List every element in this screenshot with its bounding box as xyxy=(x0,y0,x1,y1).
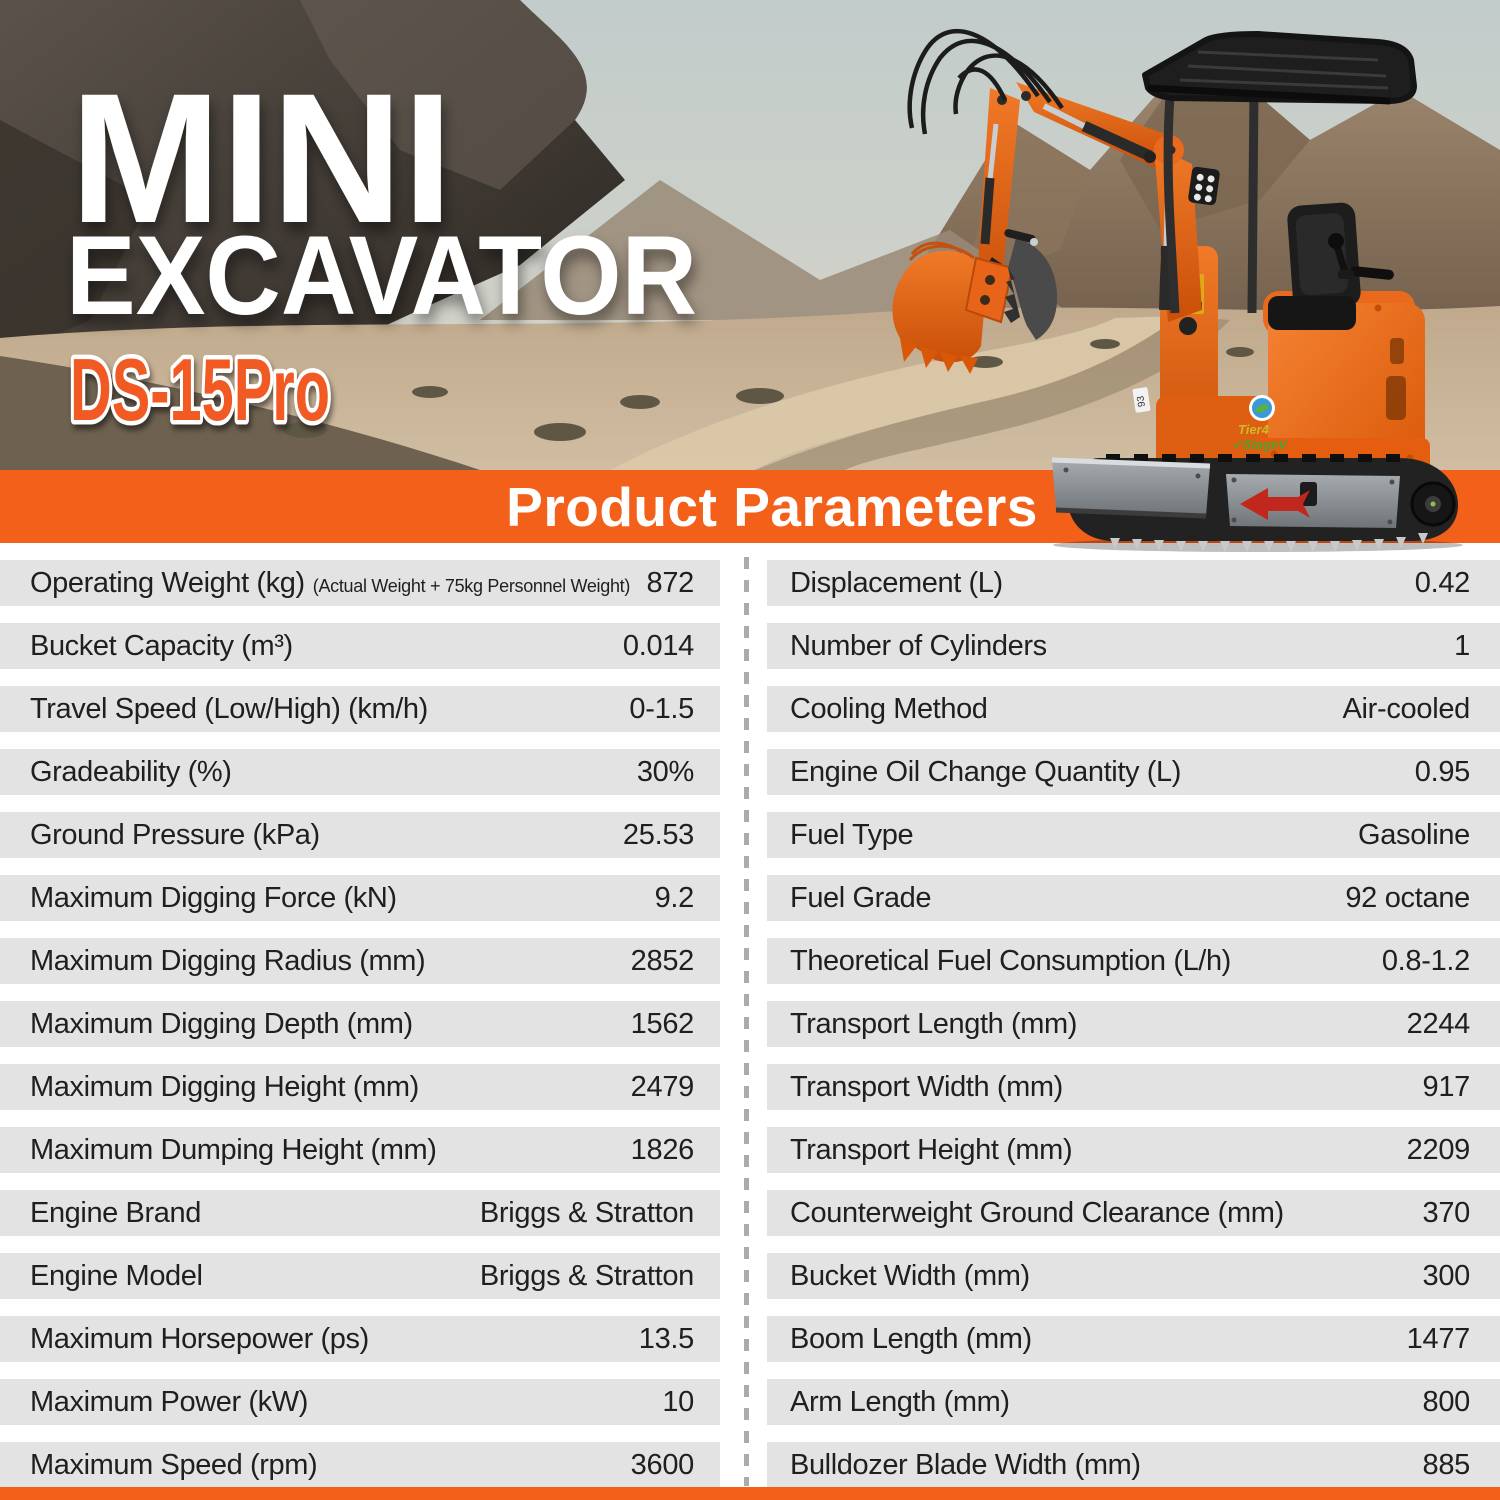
spec-label-cell xyxy=(790,756,1181,789)
spec-value: Air-cooled xyxy=(1342,692,1470,725)
hero-title-line2: EXCAVATOR xyxy=(66,213,697,338)
spec-label-cell xyxy=(30,882,397,915)
spec-label-cell xyxy=(790,693,988,726)
spec-value: 1826 xyxy=(630,1133,694,1166)
spec-value: 300 xyxy=(1422,1259,1470,1292)
spec-value: 92 octane xyxy=(1345,881,1470,914)
spec-value: 885 xyxy=(1422,1448,1470,1481)
spec-row xyxy=(767,1379,1500,1425)
spec-row xyxy=(0,1253,720,1299)
spec-label: Transport Length (mm) xyxy=(790,1007,1078,1040)
spec-label: Maximum Dumping Height (mm) xyxy=(30,1133,437,1166)
spec-label-cell xyxy=(790,1008,1077,1041)
spec-label: Gradeability (%) xyxy=(30,755,232,788)
spec-row xyxy=(767,1190,1500,1236)
spec-row xyxy=(767,812,1500,858)
excavator-bucket xyxy=(892,243,1012,374)
spec-column-right xyxy=(767,560,1500,1488)
spec-value: 872 xyxy=(646,566,694,599)
hero-title-line1: MINI xyxy=(70,56,453,262)
banner-title: Product Parameters xyxy=(506,475,1038,538)
spec-row xyxy=(0,623,720,669)
spec-row xyxy=(767,1316,1500,1362)
spec-row xyxy=(0,560,720,606)
spec-label-cell xyxy=(30,945,425,978)
spec-value: 800 xyxy=(1422,1385,1470,1418)
spec-label: Maximum Speed (rpm) xyxy=(30,1448,318,1481)
column-divider xyxy=(744,557,749,1486)
spec-label-cell xyxy=(30,1323,369,1356)
spec-row xyxy=(767,1253,1500,1299)
spec-value: 1477 xyxy=(1406,1322,1470,1355)
spec-row xyxy=(0,875,720,921)
spec-value: 1562 xyxy=(630,1007,694,1040)
spec-value: 9.2 xyxy=(654,881,694,914)
spec-label-cell xyxy=(790,1134,1072,1167)
svg-text:93: 93 xyxy=(1135,395,1148,408)
eco-logo xyxy=(1249,395,1275,421)
bottom-accent-strip xyxy=(0,1487,1500,1500)
spec-row xyxy=(767,623,1500,669)
spec-value: Gasoline xyxy=(1357,818,1470,851)
spec-row xyxy=(767,1001,1500,1047)
spec-label-cell xyxy=(790,1260,1030,1293)
spec-label: Counterweight Ground Clearance (mm) xyxy=(790,1196,1284,1229)
spec-label-cell xyxy=(30,1008,413,1041)
spec-label: Arm Length (mm) xyxy=(790,1385,1010,1418)
spec-value: 0.42 xyxy=(1414,566,1470,599)
spec-label-cell xyxy=(30,1260,203,1293)
spec-label-cell xyxy=(790,1323,1032,1356)
hero-text xyxy=(0,0,780,470)
spec-label: Boom Length (mm) xyxy=(790,1322,1032,1355)
spec-label: Engine Oil Change Quantity (L) xyxy=(790,755,1181,788)
spec-label: Bucket Width (mm) xyxy=(790,1259,1030,1292)
spec-note: (Actual Weight + 75kg Personnel Weight) xyxy=(312,575,631,596)
spec-column-left xyxy=(0,560,720,1488)
stage-decal: ✓StageV xyxy=(1232,437,1287,452)
spec-label: Engine Brand xyxy=(30,1196,201,1229)
spec-value: 2244 xyxy=(1406,1007,1470,1040)
spec-row xyxy=(767,686,1500,732)
spec-label: Displacement (L) xyxy=(790,566,1003,599)
spec-row xyxy=(767,1064,1500,1110)
spec-label: Fuel Grade xyxy=(790,881,932,914)
spec-label: Engine Model xyxy=(30,1259,203,1292)
spec-label-cell xyxy=(790,1071,1063,1104)
spec-value: 13.5 xyxy=(638,1322,694,1355)
spec-label: Bucket Capacity (m³) xyxy=(30,629,293,662)
spec-row xyxy=(0,1316,720,1362)
spec-label-cell xyxy=(30,1134,437,1167)
spec-row xyxy=(0,1001,720,1047)
spec-value: 30% xyxy=(636,755,694,788)
spec-row xyxy=(0,938,720,984)
spec-row xyxy=(0,1127,720,1173)
spec-label: Maximum Digging Depth (mm) xyxy=(30,1007,413,1040)
spec-row xyxy=(0,1190,720,1236)
spec-label: Number of Cylinders xyxy=(790,629,1047,662)
spec-label-cell xyxy=(790,1449,1141,1482)
spec-label: Maximum Digging Height (mm) xyxy=(30,1070,419,1103)
spec-label-cell xyxy=(30,1071,419,1104)
thumb-attachment xyxy=(1004,228,1058,340)
spec-row xyxy=(0,812,720,858)
spec-label: Transport Height (mm) xyxy=(790,1133,1073,1166)
spec-label: Operating Weight (kg) xyxy=(30,566,305,599)
spec-label-cell xyxy=(30,567,630,600)
spec-label: Maximum Power (kW) xyxy=(30,1385,308,1418)
noise-label xyxy=(1132,387,1150,413)
canopy-rear-pole xyxy=(1252,88,1254,313)
spec-label-cell xyxy=(790,1197,1284,1230)
spec-label-cell xyxy=(30,819,320,852)
spec-value: 2852 xyxy=(630,944,694,977)
spec-row xyxy=(767,1127,1500,1173)
spec-row xyxy=(767,875,1500,921)
spec-value: Briggs & Stratton xyxy=(479,1196,694,1229)
spec-label-cell xyxy=(790,1386,1010,1419)
excavator-illustration xyxy=(838,8,1486,553)
work-light xyxy=(1188,166,1221,206)
undercarriage xyxy=(1052,454,1458,552)
spec-row xyxy=(767,938,1500,984)
spec-label-cell xyxy=(30,1386,308,1419)
spec-value: 2479 xyxy=(630,1070,694,1103)
spec-label-cell xyxy=(30,1449,317,1482)
spec-row xyxy=(0,1379,720,1425)
spec-label: Maximum Horsepower (ps) xyxy=(30,1322,369,1355)
spec-label-cell xyxy=(790,945,1231,978)
spec-label: Theoretical Fuel Consumption (L/h) xyxy=(790,944,1231,977)
spec-label-cell xyxy=(790,630,1047,663)
spec-label: Bulldozer Blade Width (mm) xyxy=(790,1448,1141,1481)
spec-label-cell xyxy=(30,693,428,726)
spec-value: 3600 xyxy=(630,1448,694,1481)
spec-row xyxy=(0,1064,720,1110)
idler-wheel xyxy=(1412,483,1454,525)
spec-label-cell xyxy=(30,756,232,789)
spec-label: Travel Speed (Low/High) (km/h) xyxy=(30,692,428,725)
spec-row xyxy=(0,686,720,732)
spec-row xyxy=(767,1442,1500,1488)
spec-value: 25.53 xyxy=(622,818,694,851)
spec-label: Maximum Digging Force (kN) xyxy=(30,881,397,914)
spec-label: Maximum Digging Radius (mm) xyxy=(30,944,426,977)
spec-label: Fuel Type xyxy=(790,818,914,851)
spec-value: 0.8-1.2 xyxy=(1381,944,1470,977)
spec-value: 0.014 xyxy=(622,629,694,662)
spec-value: 917 xyxy=(1422,1070,1470,1103)
tier-decal: Tier4 xyxy=(1238,422,1269,437)
spec-label: Transport Width (mm) xyxy=(790,1070,1063,1103)
spec-label-cell xyxy=(790,567,1003,600)
spec-label: Ground Pressure (kPa) xyxy=(30,818,320,851)
spec-row xyxy=(767,749,1500,795)
hero-model-name: DS-15Pro xyxy=(70,340,330,439)
dozer-blade xyxy=(1052,460,1210,516)
spec-label-cell xyxy=(790,819,913,852)
spec-value: 370 xyxy=(1422,1196,1470,1229)
spec-value: 0-1.5 xyxy=(629,692,694,725)
spec-row xyxy=(0,1442,720,1488)
hydraulic-hoses xyxy=(910,31,1062,134)
spec-value: Briggs & Stratton xyxy=(479,1259,694,1292)
spec-label-cell xyxy=(30,1197,201,1230)
spec-label: Cooling Method xyxy=(790,692,988,725)
spec-row xyxy=(0,749,720,795)
spec-value: 2209 xyxy=(1406,1133,1470,1166)
spec-value: 0.95 xyxy=(1414,755,1470,788)
track-side-plate xyxy=(1226,474,1400,528)
spec-row xyxy=(767,560,1500,606)
spec-label-cell xyxy=(790,882,931,915)
spec-value: 10 xyxy=(662,1385,694,1418)
spec-value: 1 xyxy=(1454,629,1470,662)
spec-label-cell xyxy=(30,630,293,663)
